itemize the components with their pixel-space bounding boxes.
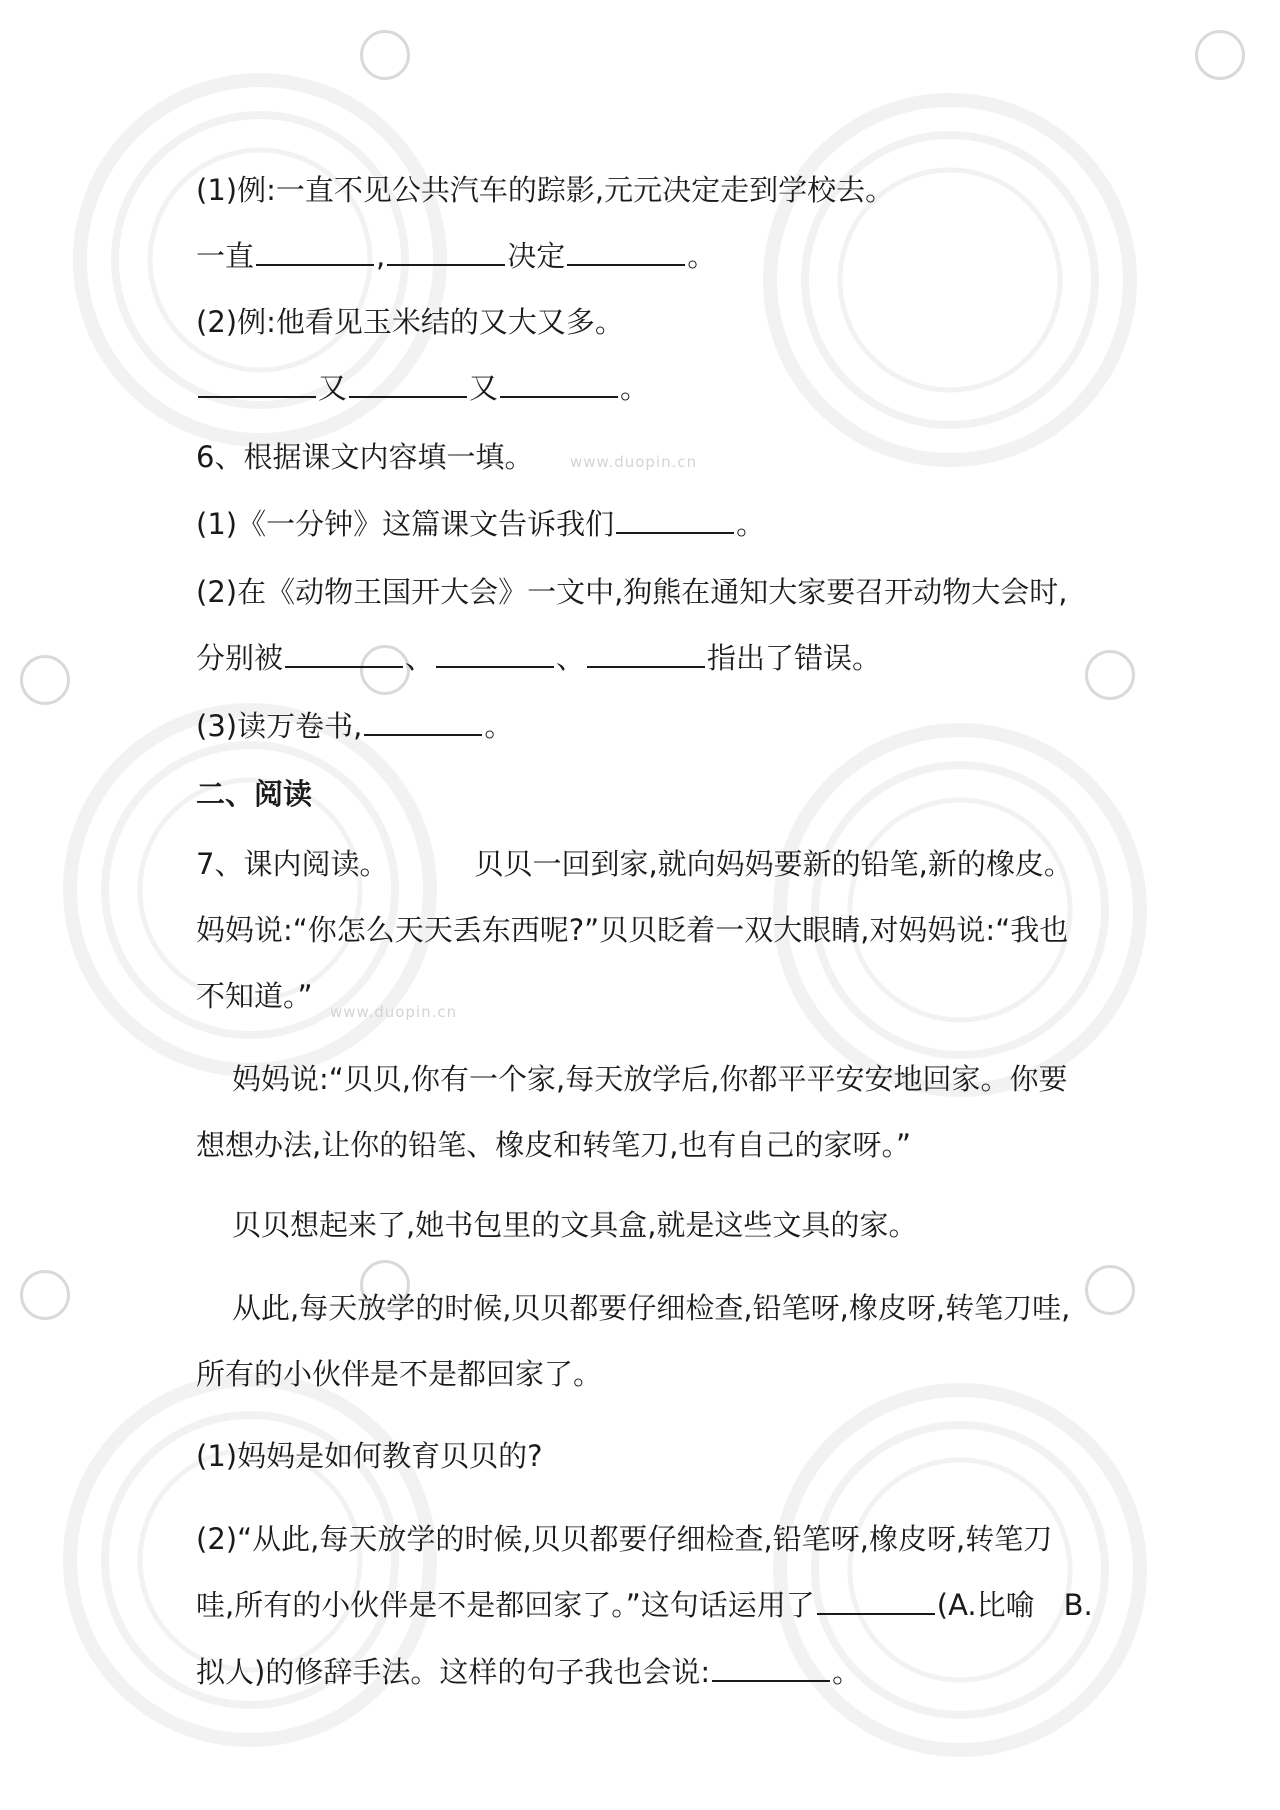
- q7-sub-2-end: [196, 1652, 861, 1692]
- q5-fill-2: [196, 368, 649, 408]
- q7-heading: [196, 844, 1073, 884]
- text-fragment: 。: [484, 709, 514, 743]
- q5-example-1: (1)例:一直不见公共汽车的踪影,元元决定走到学校去。: [196, 173, 895, 207]
- text-fragment: 分别被: [196, 641, 284, 675]
- q6-item-1: [196, 504, 765, 544]
- answer-blank[interactable]: [567, 236, 685, 266]
- q7-sub-2: (2)“从此,每天放学的时候,贝贝都要仔细检查,铅笔呀,橡皮呀,转笔刀: [196, 1522, 1053, 1556]
- text-fragment: 又: [318, 371, 348, 405]
- text-fragment: 7、课内阅读。: [196, 847, 389, 881]
- text-fragment: 决定: [507, 239, 566, 273]
- q6-heading: 6、根据课文内容填一填。: [196, 440, 534, 474]
- text-fragment: 一直: [196, 239, 255, 273]
- watermark-circle-icon: [1195, 30, 1245, 80]
- answer-blank[interactable]: [285, 638, 403, 668]
- answer-blank[interactable]: [436, 638, 554, 668]
- watermark-seal-icon: [770, 1380, 1150, 1760]
- text-fragment: 、: [556, 641, 586, 675]
- q5-example-2: (2)例:他看见玉米结的又大又多。: [196, 305, 624, 339]
- text-fragment: (1)《一分钟》这篇课文告诉我们: [196, 507, 615, 541]
- q5-fill-1: [196, 236, 716, 276]
- watermark-seal: [760, 90, 1140, 470]
- q6-item-2-cont: [196, 638, 881, 678]
- text-fragment: 指出了错误。: [707, 641, 882, 675]
- text-fragment: 拟人)的修辞手法。这样的句子我也会说:: [196, 1655, 711, 1689]
- q6-item-2: (2)在《动物王国开大会》一文中,狗熊在通知大家要召开动物大会时,: [196, 575, 1068, 609]
- answer-blank[interactable]: [256, 236, 374, 266]
- text-fragment: 。: [736, 507, 766, 541]
- answer-blank[interactable]: [349, 368, 467, 398]
- watermark-seal-icon: [60, 1370, 440, 1750]
- watermark-circle-icon: [360, 30, 410, 80]
- text-fragment: (3)读万卷书,: [196, 709, 363, 743]
- passage-line: 想想办法,让你的铅笔、橡皮和转笔刀,也有自己的家呀。”: [196, 1128, 911, 1162]
- answer-blank[interactable]: [500, 368, 618, 398]
- text-fragment: (A.比喻 B.: [936, 1588, 1093, 1622]
- q7-sub-2-cont: [196, 1585, 1093, 1625]
- watermark-circle-icon: [1085, 1265, 1135, 1315]
- answer-blank[interactable]: [817, 1585, 935, 1615]
- answer-blank[interactable]: [198, 368, 316, 398]
- section-heading-reading: 二、阅读: [196, 777, 313, 811]
- watermark-seal-icon: [60, 700, 440, 1080]
- text-fragment: 又: [469, 371, 499, 405]
- watermark-circle-icon: [1085, 650, 1135, 700]
- q7-sub-1: (1)妈妈是如何教育贝贝的?: [196, 1439, 543, 1473]
- text-fragment: 。: [620, 371, 650, 405]
- watermark-seal: [60, 1370, 440, 1750]
- answer-blank[interactable]: [364, 706, 482, 736]
- watermark-seal-icon: [760, 90, 1140, 470]
- text-fragment: 哇,所有的小伙伴是不是都回家了。”这句话运用了: [196, 1588, 815, 1622]
- passage-line: 不知道。”: [196, 979, 313, 1013]
- passage-line: 妈妈说:“你怎么天天丢东西呢?”贝贝眨着一双大眼睛,对妈妈说:“我也: [196, 913, 1069, 947]
- passage-text: 贝贝一回到家,就向妈妈要新的铅笔,新的橡皮。: [474, 847, 1073, 881]
- text-fragment: 、: [405, 641, 435, 675]
- answer-blank[interactable]: [712, 1652, 830, 1682]
- answer-blank[interactable]: [587, 638, 705, 668]
- passage-paragraph: 妈妈说:“贝贝,你有一个家,每天放学后,你都平平安安地回家。你要: [232, 1062, 1068, 1096]
- q6-item-3: [196, 706, 513, 746]
- watermark-seal: [60, 700, 440, 1080]
- watermark-circle-icon: [20, 655, 70, 705]
- passage-line: 所有的小伙伴是不是都回家了。: [196, 1357, 603, 1391]
- watermark-url: www.duopin.cn: [570, 453, 698, 471]
- text-fragment: 。: [832, 1655, 862, 1689]
- answer-blank[interactable]: [387, 236, 505, 266]
- watermark-seal: [770, 1380, 1150, 1760]
- passage-paragraph: 从此,每天放学的时候,贝贝都要仔细检查,铅笔呀,橡皮呀,转笔刀哇,: [232, 1291, 1071, 1325]
- passage-paragraph: 贝贝想起来了,她书包里的文具盒,就是这些文具的家。: [232, 1208, 918, 1242]
- watermark-circle-icon: [20, 1270, 70, 1320]
- text-fragment: 。: [687, 239, 717, 273]
- answer-blank[interactable]: [616, 504, 734, 534]
- text-fragment: ,: [376, 239, 386, 273]
- watermark-url: www.duopin.cn: [330, 1003, 458, 1021]
